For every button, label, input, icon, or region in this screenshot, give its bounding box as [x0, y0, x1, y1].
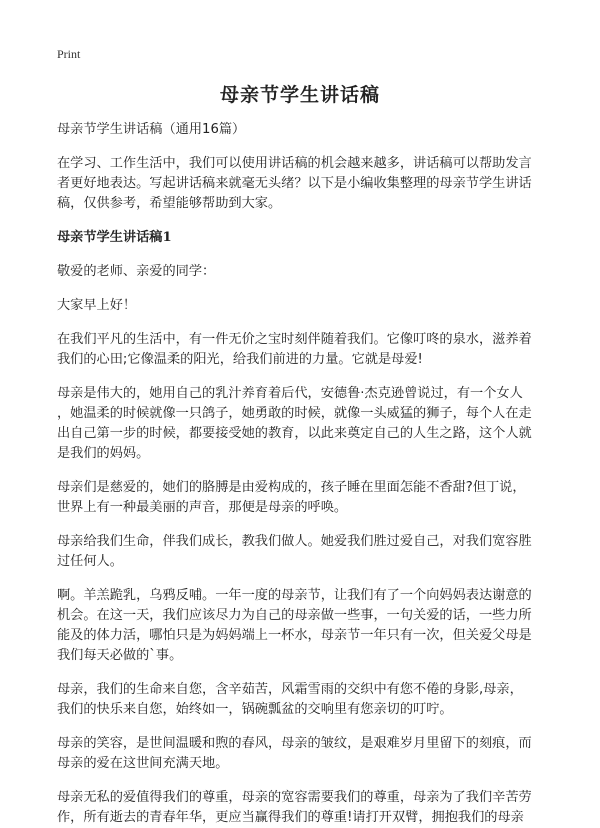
text-line: 者更好地表达。写起讲话稿来就毫无头绪？以下是小编收集整理的母亲节学生讲话	[57, 176, 532, 191]
document-subtitle: 母亲节学生讲话稿（通用16篇）	[57, 122, 246, 137]
text-line: 在我们平凡的生活中，有一件无价之宝时刻伴随着我们。它像叮咚的泉水，滋养着	[57, 332, 532, 347]
text-line: 母亲是伟大的，她用自己的乳汁养育着后代，安德鲁·杰克逊曾说过，有一个女人	[57, 386, 523, 401]
text-line: 母亲无私的爱值得我们的尊重，母亲的宽容需要我们的尊重，母亲为了我们辛苦劳	[57, 790, 532, 805]
body-paragraph	[57, 384, 553, 464]
text-line: 稿，仅供参考，希望能够帮助到大家。	[57, 196, 282, 211]
paragraph-spacer	[57, 248, 553, 262]
paragraph-spacer	[57, 316, 553, 330]
body-paragraph	[57, 680, 553, 720]
body-paragraph	[57, 788, 553, 828]
text-line: 母亲的笑容，是世间温暖和煦的春风，母亲的皱纹，是艰难岁月里留下的刻痕，而	[57, 736, 532, 751]
text-line: 出自己第一步的时候，都要接受她的教育，以此来奠定自己的人生之路，这个人就	[57, 426, 532, 441]
text-line: 是我们的妈妈。	[57, 446, 150, 461]
paragraph-spacer	[57, 282, 553, 296]
intro-paragraph	[57, 154, 553, 214]
text-line: 大家早上好！	[57, 298, 137, 313]
paragraph-spacer	[57, 464, 553, 478]
paragraph-spacer	[57, 774, 553, 788]
paragraph-spacer	[57, 370, 553, 384]
text-line: 我们的快乐来自您，始终如一，锅碗瓢盆的交响里有您亲切的叮咛。	[57, 702, 453, 717]
body-paragraph	[57, 330, 553, 370]
text-line: 啊。羊羔跪乳，乌鸦反哺。一年一度的母亲节，让我们有了一个向妈妈表达谢意的	[57, 588, 532, 603]
paragraph-spacer	[57, 666, 553, 680]
document-title: 母亲节学生讲话稿	[219, 84, 380, 106]
paragraph-spacer	[57, 720, 553, 734]
section-heading	[57, 228, 553, 248]
text-line: 我们的心田;它像温柔的阳光，给我们前进的力量。它就是母爱!	[57, 352, 423, 367]
text-line: 能及的体力活，哪怕只是为妈妈端上一杯水，母亲节一年只有一次，但关爱父母是	[57, 628, 532, 643]
body-paragraph	[57, 262, 553, 282]
body-paragraph	[57, 532, 553, 572]
text-line: 过任何人。	[57, 554, 123, 569]
text-line: 机会。在这一天，我们应该尽力为自己的母亲做一些事，一句关爱的话，一些力所	[57, 608, 532, 623]
body-paragraph	[57, 478, 553, 518]
print-link[interactable]: Print	[57, 47, 81, 61]
paragraph-spacer	[57, 518, 553, 532]
body-paragraph	[57, 296, 553, 316]
body-paragraph	[57, 586, 553, 666]
text-line: 世界上有一种最美丽的声音，那便是母亲的呼唤。	[57, 500, 348, 515]
document-body	[57, 120, 553, 828]
text-line: 母亲们是慈爱的，她们的胳膊是由爱构成的，孩子睡在里面怎能不香甜?但丁说，	[57, 480, 526, 495]
text-line: 母亲节学生讲话稿1	[57, 230, 172, 245]
text-line: 敬爱的老师、亲爱的同学：	[57, 264, 216, 279]
text-line: 母亲，我们的生命来自您，含辛茹苦，风霜雪雨的交织中有您不倦的身影,母亲，	[57, 682, 523, 697]
paragraph-spacer	[57, 214, 553, 228]
text-line: 在学习、工作生活中，我们可以使用讲话稿的机会越来越多，讲话稿可以帮助发言	[57, 156, 532, 171]
text-line: ，她温柔的时候就像一只鸽子，她勇敢的时候，就像一头威猛的狮子，每个人在走	[57, 406, 532, 421]
paragraph-spacer	[57, 572, 553, 586]
text-line: 我们每天必做的`事。	[57, 648, 183, 663]
text-line: 母亲的爱在这世间充满天地。	[57, 756, 229, 771]
text-line: 作，所有逝去的青春年华，更应当赢得我们的尊重!请打开双臂，拥抱我们的母亲	[57, 810, 524, 825]
body-paragraph	[57, 734, 553, 774]
text-line: 母亲给我们生命，伴我们成长，教我们做人。她爱我们胜过爱自己，对我们宽容胜	[57, 534, 532, 549]
paragraph-list	[57, 154, 553, 828]
